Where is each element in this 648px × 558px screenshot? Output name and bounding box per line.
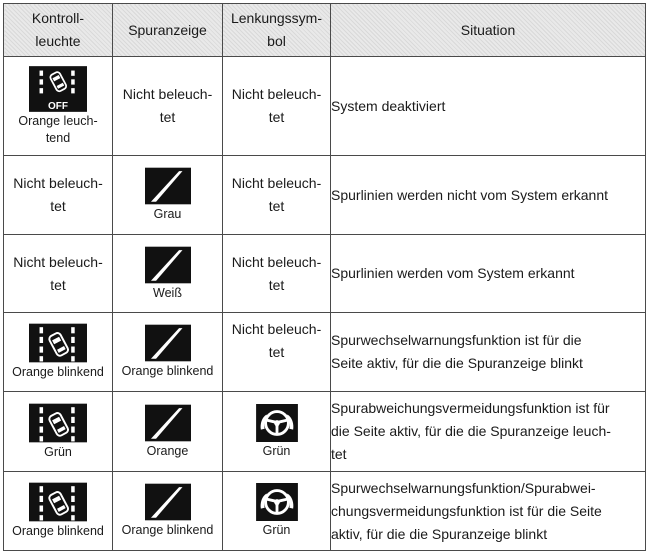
table-row (4, 235, 646, 313)
situation-text: Spurwechselwarnungsfunktion ist für die Seite aktiv, für die die Spuranzeige blinkt (331, 332, 583, 371)
svg-text:OFF: OFF (48, 100, 68, 112)
steering-cell (223, 392, 331, 472)
steering-status-text: Nicht beleuch- tet (231, 321, 322, 360)
steering-status-text: Nicht beleuch- tet (231, 86, 322, 125)
indicator-label: Orange blinkend (12, 524, 104, 538)
lane-status-text: Nicht beleuch- tet (122, 86, 213, 125)
lane-departure-off-icon (29, 66, 87, 112)
lane-cell (113, 392, 223, 472)
situation-cell (331, 392, 646, 472)
indicator-status-text: Nicht beleuch- tet (13, 253, 103, 293)
lane-line-icon (145, 246, 191, 284)
lane-cell (113, 313, 223, 392)
table-row (4, 392, 646, 472)
indicator-label: Grün (44, 444, 72, 459)
steering-cell (223, 313, 331, 392)
lane-label: Weiß (153, 285, 182, 300)
lane-line-icon (145, 167, 191, 205)
lane-indicator-table (3, 3, 646, 551)
table-row (4, 472, 646, 551)
lane-label: Orange (146, 443, 189, 458)
table-row (4, 313, 646, 392)
steering-wheel-icon (256, 483, 298, 521)
situation-cell (331, 57, 646, 156)
steering-cell (223, 235, 331, 313)
indicator-cell (4, 472, 113, 551)
header-situation: Situation (331, 4, 646, 57)
steering-cell (223, 156, 331, 235)
indicator-label: Orange leuch- tend (18, 113, 98, 145)
situation-cell (331, 313, 646, 392)
steering-status-text: Nicht beleuch- tet (231, 175, 322, 214)
lane-label: Orange blinkend (121, 364, 214, 378)
table-row (4, 156, 646, 235)
indicator-cell (4, 156, 113, 235)
lane-line-icon (145, 324, 191, 362)
header-indicator: Kontroll- leuchte (4, 4, 113, 57)
steering-wheel-icon (256, 404, 298, 442)
indicator-cell (4, 313, 113, 392)
lane-departure-icon (29, 403, 87, 443)
situation-text: Spurlinien werden vom System erkannt (331, 265, 575, 281)
indicator-cell (4, 57, 113, 156)
steering-cell (223, 57, 331, 156)
situation-text: Spurwechselwarnungsfunktion/Spurabwei- chungsvermeidungsfunktion ist für die Seite aktiv, für die die Spuranzeige blinkt (331, 480, 602, 542)
steering-label: Grün (262, 523, 291, 537)
steering-label: Grün (262, 443, 291, 458)
lane-departure-icon (29, 323, 87, 363)
table-header-row (4, 4, 646, 57)
lane-departure-icon (29, 482, 87, 522)
lane-cell (113, 57, 223, 156)
indicator-cell (4, 235, 113, 313)
steering-status-text: Nicht beleuch- tet (231, 253, 322, 293)
steering-cell (223, 472, 331, 551)
situation-cell (331, 472, 646, 551)
lane-line-icon (145, 483, 191, 521)
situation-text: Spurabweichungsvermeidungsfunktion ist für die Seite aktiv, für die die Spuranzeige leuch- tet (331, 400, 611, 462)
header-lane-display: Spuranzeige (113, 4, 223, 57)
situation-text: System deaktiviert (331, 97, 446, 114)
header-steering-symbol: Lenkungssym- bol (223, 4, 331, 57)
situation-cell (331, 156, 646, 235)
indicator-status-text: Nicht beleuch- tet (13, 175, 103, 214)
situation-text: Spurlinien werden nicht vom System erkannt (331, 186, 609, 203)
lane-cell (113, 156, 223, 235)
lane-label: Grau (153, 207, 182, 221)
situation-cell (331, 235, 646, 313)
lane-line-icon (145, 404, 191, 442)
lane-label: Orange blinkend (121, 523, 214, 537)
table-row (4, 57, 646, 156)
indicator-cell (4, 392, 113, 472)
indicator-label: Orange blinkend (12, 365, 104, 379)
lane-cell (113, 235, 223, 313)
lane-cell (113, 472, 223, 551)
